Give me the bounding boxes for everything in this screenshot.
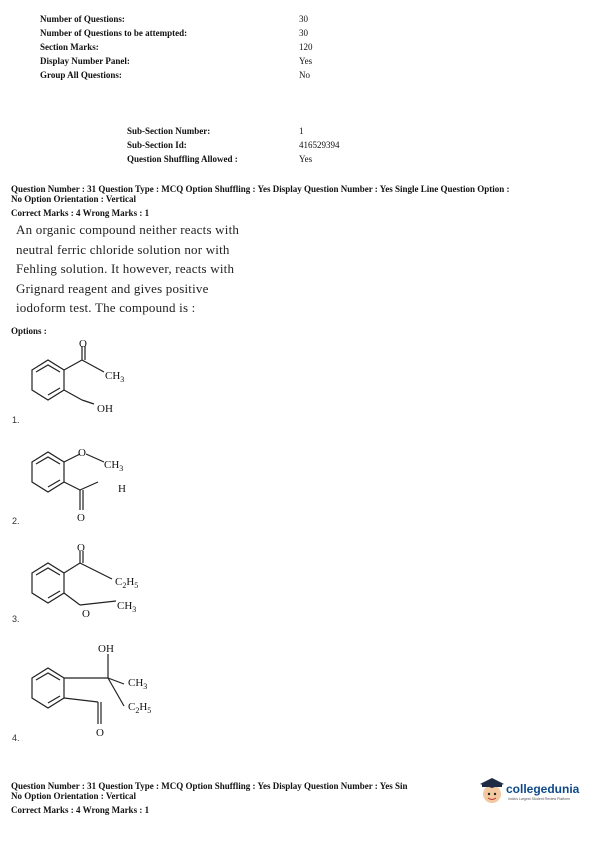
- meta-label: Section Marks:: [40, 42, 99, 52]
- meta-value: Yes: [299, 154, 313, 164]
- meta-label: Display Number Panel:: [40, 56, 130, 66]
- meta-value: 120: [299, 42, 313, 52]
- meta-value: 1: [299, 126, 304, 136]
- next-question-header-cont: No Option Orientation : Vertical: [11, 791, 136, 801]
- option-1-structure: [20, 338, 170, 418]
- question-text-line: Grignard reagent and gives positive: [16, 280, 209, 296]
- atom-label: OH: [97, 403, 113, 415]
- option-4-structure: [20, 640, 180, 740]
- atom-label: $CH_3$: [104, 459, 124, 473]
- atom-label: $CH_3$: [105, 370, 125, 384]
- meta-value: Yes: [299, 56, 313, 66]
- option-3-number: 3.: [12, 614, 20, 624]
- meta-value: 30: [299, 28, 308, 38]
- atom-label: O: [77, 543, 85, 554]
- question-header: Question Number : 31 Question Type : MCQ Option Shuffling : Yes Display Question Number : Yes Single Line Question Option :: [11, 184, 510, 194]
- watermark-brand: collegedunia: [506, 782, 580, 796]
- atom-label: $CH_3$: [128, 677, 148, 691]
- collegedunia-logo: [478, 774, 590, 810]
- atom-label: H: [118, 483, 126, 495]
- question-text-line: neutral ferric chloride solution nor with: [16, 241, 230, 257]
- question-text-line: Fehling solution. It however, reacts with: [16, 261, 235, 276]
- meta-label: Number of Questions to be attempted:: [40, 28, 188, 38]
- atom-label: O: [77, 512, 85, 524]
- option-4-number: 4.: [12, 733, 20, 743]
- meta-label: Question Shuffling Allowed :: [127, 154, 238, 164]
- meta-value: 416529394: [299, 140, 340, 150]
- question-marks: Correct Marks : 4 Wrong Marks : 1: [11, 208, 150, 218]
- atom-label: O: [79, 338, 87, 350]
- meta-label: Number of Questions:: [40, 14, 125, 24]
- atom-label: OH: [98, 643, 114, 655]
- meta-value: 30: [299, 14, 308, 24]
- meta-value: No: [299, 70, 310, 80]
- atom-label: O: [96, 727, 104, 739]
- meta-label: Sub-Section Id:: [127, 140, 187, 150]
- atom-label: $C_2H_5$: [115, 576, 139, 590]
- atom-label: O: [78, 447, 86, 459]
- question-header-cont: No Option Orientation : Vertical: [11, 194, 136, 204]
- question-text-line: iodoform test. The compound is :: [16, 300, 196, 315]
- question-text: [16, 220, 239, 318]
- watermark-tagline: India's Largest Student Review Platform: [508, 797, 571, 801]
- next-question-marks: Correct Marks : 4 Wrong Marks : 1: [11, 805, 150, 815]
- option-2-number: 2.: [12, 516, 20, 526]
- meta-label: Group All Questions:: [40, 70, 122, 80]
- option-3-structure: [20, 543, 170, 623]
- meta-label: Sub-Section Number:: [127, 126, 211, 136]
- option-1-number: 1.: [12, 415, 20, 425]
- atom-label: O: [82, 608, 90, 620]
- question-text-line: An organic compound neither reacts with: [16, 222, 240, 237]
- next-question-header: Question Number : 31 Question Type : MCQ Option Shuffling : Yes Display Question Number : Yes Sin: [11, 781, 408, 791]
- option-2-structure: [20, 440, 170, 525]
- atom-label: $C_2H_5$: [128, 701, 152, 715]
- atom-label: $CH_3$: [117, 600, 137, 614]
- options-label: Options :: [11, 326, 47, 336]
